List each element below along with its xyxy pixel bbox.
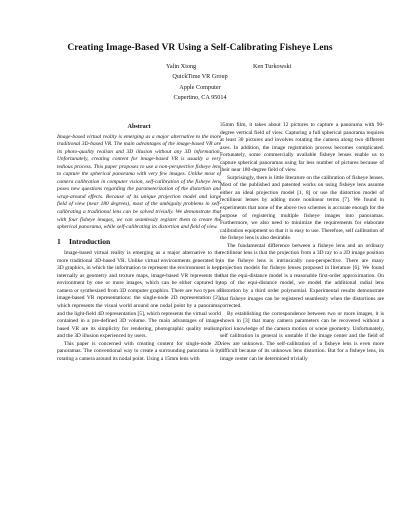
abstract-text: Image-based virtual reality is emerging as a major alternative to the more traditional 3D-based VR. The main advantages of the image-based VR are its photo-quality realism and 3D illusion without any 3D information. Unfortunately, creating content for image-based VR is usually a very tedious process. This paper proposes to use a non-perspective fisheye lens to capture the spherical panorama with very few images. Unlike most of camera calibration in computer vision, self-calibration of the fisheye lens poses new questions regarding the parameterization of the distortion and wrap-around effects. Because of its unique projection model and large field of view (near 180 degrees), most of the ambiguity problems in self-calibrating a traditional lens can be solved trivially. We demonstrate that with four fisheye images, we can seamlessly register them to create the spherical panorama, while self-calibrating its distortion and field of view. [57,133,221,231]
body-paragraph: Surprisingly, there is little literature on the calibration of fisheye lenses. Most of the published and patented works on using fisheye lens assume either an ideal projection model [1, 8] or use the distortion model of rectilinear lenses by adding more nonlinear terms [7]. We found in experiments that none of the above two schemes is accurate enough for the purpose of registering multiple fisheye images into panoramas. Furthermore, we also need to minimize the requirements for elaborate calibration equipment so that it is easy to use. Therefore, self calibration of the fisheye lens is also desirable. [220,174,384,242]
body-paragraph: The fundamental difference between a fisheye lens and an ordinary rectilinear lens is that the projection from a 3D ray to a 2D image position in the fisheye lens is intrinsically non-perspective. There are many projection models for fisheye lenses proposed in literature [6]. We found that the equi-distance model is a reasonable first-order approximation. On top of the equi-distance model, we model the additional radial lens distortion by a third order polynomial. Experimental results demonstrate that fisheye images can be registered seamlessly when the distortions are corrected. [220,242,384,310]
body-paragraph: This paper is concerned with creating content for single-node 2D panoramas. The conventional way to create a surrounding panorama is by rotating a camera around its nodal point. Using a 15mm lens with [57,340,221,362]
body-paragraph: By establishing the correspondence between two or more images, it is shown in [3] that many camera parameters can be recovered without a priori knowledge of the camera motion or scene geometry. Unfortunately, self calibration in general is unstable if the image center and the field of view are unknown. The self-calibration of a fisheye lens is even more difficult because of its unknown lens distortion. But for a fisheye lens, its image center can be determined trivially [220,310,384,362]
author-name: Ken Turkowski [253,63,292,70]
affiliation [0,72,400,104]
body-paragraph: 35mm film, it takes about 12 pictures to capture a panorama with 90-degree vertical field of view. Capturing a full spherical panorama requires at least 30 pictures and involves rotating the camera along two different axes. In addition, the image registration process becomes complicated. Fortunately, some commercially available fisheye lenses enable us to capture spherical panoramas using far less number of pictures because of their near 180-degree field of view. [220,122,384,174]
section-title: Introduction [69,236,111,246]
affiliation-line: QuickTime VR Group [172,73,228,80]
right-column [220,122,384,364]
affiliation-line: Apple Computer [179,83,221,91]
paper-title: Creating Image-Based VR Using a Self-Calibrating Fisheye Lens [67,43,333,53]
section-number: 1 [57,236,61,246]
affiliation-line: Cupertino, CA 95014 [173,94,227,102]
left-column [57,123,221,363]
body-paragraph: Image-based virtual reality is emerging as a major alternative to the more traditional 3D-based VR. Unlike virtual environments generated by 3D graphics, in which the information to represent the environment is kept internally as geometry and texture maps, image-based VR represents the environment by one or more images, which can be either captured by camera or synthesized from 3D computer graphics. There are two types of image-based VR representations: the single-node 2D representation [2], which represents the visual world around one nodal point by a panorama, and the light-field 4D representation [5], which represents the virtual world contained in a pre-defined 3D volume. The main advantages of image-based VR are its simplicity for rendering, photographic quality realism, and the 3D illusion experienced by users. [57,250,221,340]
section-heading [57,238,221,246]
author-name: Yalin Xiong [166,63,197,70]
abstract-heading: Abstract [127,123,151,130]
